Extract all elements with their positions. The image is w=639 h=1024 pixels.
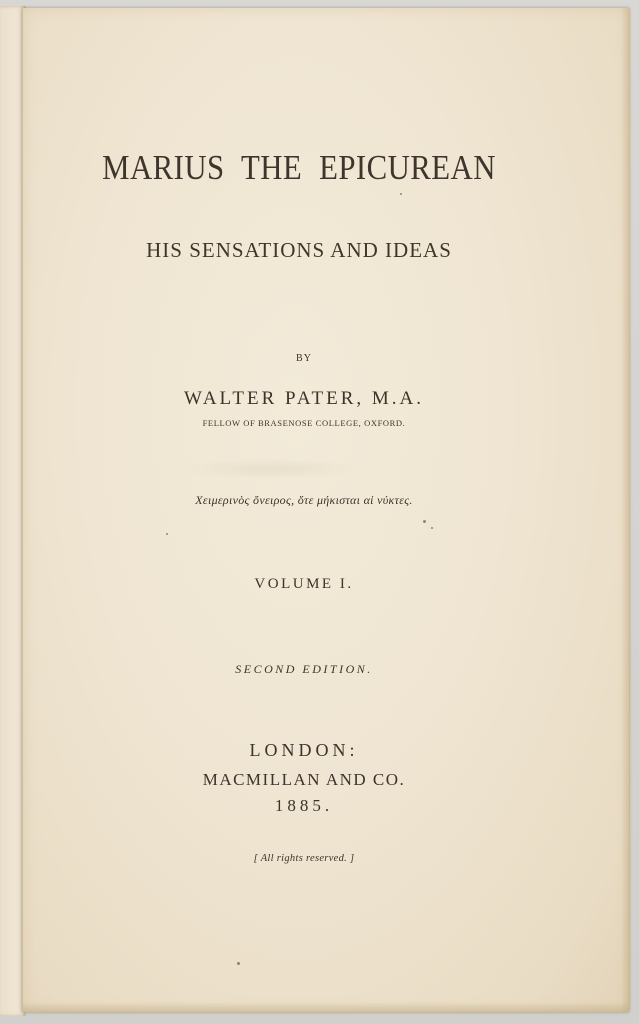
- page-edge-shading: [621, 8, 629, 1012]
- book-title: MARIUS THE EPICUREAN: [102, 148, 496, 187]
- by-line: BY: [296, 353, 312, 364]
- title-page: [22, 8, 629, 1012]
- imprint-city: LONDON:: [249, 740, 359, 760]
- paper-speck: [400, 193, 402, 195]
- paper-speck: [431, 527, 433, 529]
- page-bottom-shading: [23, 1002, 629, 1012]
- greek-epigraph: Χειμερινὸς ὄνειρος, ὅτε μήκισται αἱ νύκτες.: [195, 493, 413, 507]
- book-subtitle: HIS SENSATIONS AND IDEAS: [146, 238, 452, 262]
- show-through-ornament: [183, 458, 363, 480]
- rights-notice: [ All rights reserved. ]: [253, 853, 355, 864]
- volume-label: VOLUME I.: [254, 576, 354, 592]
- publication-year: 1885.: [274, 796, 334, 815]
- author-affiliation: FELLOW OF BRASENOSE COLLEGE, OXFORD.: [202, 418, 406, 428]
- paper-speck: [423, 520, 426, 523]
- paper-speck: [166, 533, 168, 535]
- author-name: WALTER PATER, M.A.: [184, 388, 424, 409]
- paper-speck: [237, 962, 240, 965]
- edition-label: SECOND EDITION.: [235, 662, 373, 676]
- publisher-name: MACMILLAN AND CO.: [202, 770, 406, 789]
